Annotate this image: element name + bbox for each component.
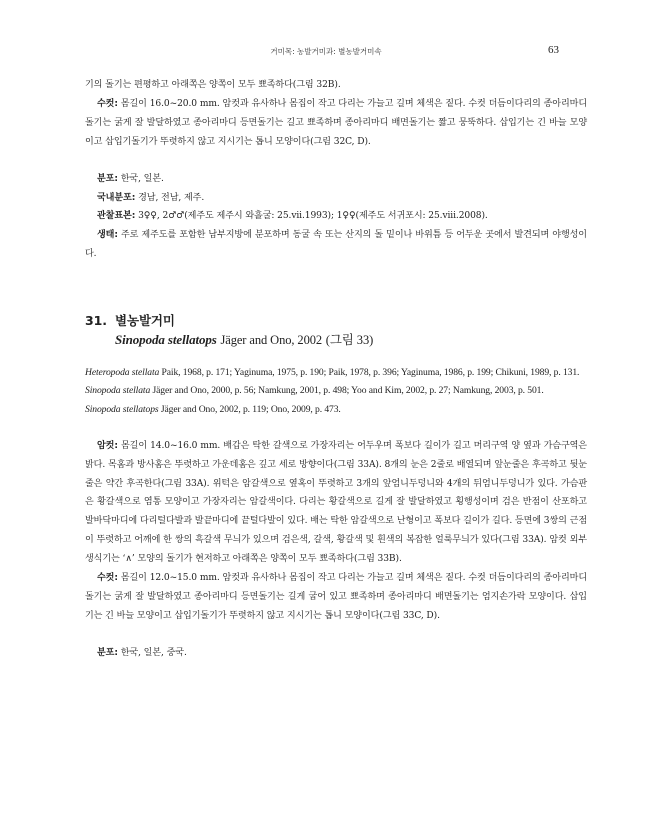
- distribution-text: 한국, 일본, 중국.: [120, 647, 187, 658]
- male-label: 수컷:: [97, 98, 118, 109]
- running-header: 거미목: 농발거미과: 별농발거미속: [270, 47, 382, 56]
- section-number: 31.: [85, 313, 107, 329]
- ecology-paragraph: [85, 226, 587, 264]
- distribution-line: [85, 170, 587, 189]
- domestic-distribution-label: 국내분포:: [97, 192, 136, 203]
- scientific-name: Sinopoda stellatops: [115, 332, 217, 348]
- synonym-name: Heteropoda stellata: [85, 367, 160, 379]
- synonym-entry: [85, 382, 587, 400]
- synonym-references: Paik, 1968, p. 171; Yaginuma, 1975, p. 190; Paik, 1978, p. 396; Yaginuma, 1986, p. 199; Chikuni, 1989, p. 131.: [161, 367, 580, 379]
- species-authority: Jäger and Ono, 2002: [220, 333, 323, 348]
- section-scientific-line: [85, 330, 587, 350]
- synonym-references: Jäger and Ono, 2000, p. 56; Namkung, 2001, p. 498; Yoo and Kim, 2002, p. 27; Namkung, 2003, p. 501.: [152, 385, 544, 397]
- synonym-entry: [85, 401, 587, 419]
- synonym-name: Sinopoda stellata: [85, 385, 151, 397]
- distribution-text: 한국, 일본.: [120, 173, 164, 184]
- synonym-entry: [85, 364, 587, 382]
- section-heading: [85, 312, 587, 330]
- male-description-text: 몸길이 16.0~20.0 mm. 암컷과 유사하나 몸집이 작고 다리는 가늘고 길며 체색은 짙다. 수컷 더듬이다리의 종아리마디돌기는 굵게 잘 발달하였고 종아리마디 등면돌기는 길고 뾰족하며 종아리마디 배면돌기는 짧고 뭉뚝하다. 삽입기는 긴 바늘 모양이고 삽입기돌기가 뚜렷하지 않고 지시기는 톱니 모양이다(그림 32C, D).: [85, 98, 588, 147]
- male-label: 수컷:: [97, 573, 118, 584]
- material-examined-label: 관찰표본:: [97, 211, 136, 222]
- figure-reference: (그림 33): [325, 333, 374, 348]
- domestic-distribution-line: [85, 189, 587, 208]
- female-label: 암컷:: [97, 440, 118, 451]
- male-description-text: 몸길이 12.0~15.0 mm. 암컷과 유사하나 몸집이 작고 다리는 가늘고 길며 체색은 짙다. 수컷 더듬이다리의 종아리마디돌기는 굵게 잘 발달하였고 종아리마디 등면돌기는 길게 굽어 있고 뾰족하며 종아리마디 배면돌기는 엄지손가락 모양이다. 삽입기는 긴 바늘 모양이고 삽입기돌기가 뚜렷하지 않고 지시기는 톱니 모양이다(그림 33C, D).: [85, 573, 588, 621]
- material-examined-text: 3♀♀, 2♂♂(제주도 제주시 와흘굴: 25.vii.1993); 1♀♀(제주도 서귀포시: 25.viii.2008).: [138, 211, 488, 222]
- male-description-paragraph: [85, 569, 587, 626]
- material-examined-line: [85, 207, 587, 226]
- domestic-distribution-text: 경남, 전남, 제주.: [138, 192, 205, 203]
- distribution-label: 분포:: [97, 173, 118, 184]
- female-description-text: 몸길이 14.0~16.0 mm. 배갑은 탁한 갈색으로 가장자리는 어두우며 폭보다 길이가 길고 머리구역 양 옆과 가슴구역은 밝다. 목홈과 방사홈은 뚜렷하고 가운데홈은 깊고 세로 방향이다(그림 33A). 8개의 눈은 2줄로 배열되며 앞눈줄은 후곡하고 뒷눈줄은 약간 후곡한다(그림 33A). 위턱은 암갈색으로 옆혹이 뚜렷하고 3개의 앞엄니두덩니와 4개의 뒤엄니두덩니가 있다. 가슴판은 황갈색으로 염통 모양이고 가장자리는 암갈색이다. 다리는 황갈색으로 길게 잘 발달하였고 횡행성이며 검은 반점이 산포하고 발바닥마디에 다리털다발과 발끝마디에 끝털다발이 있다. 배는 탁한 암갈색으로 난형이고 폭보다 길이가 길다. 등면에 3쌍의 근점이 뚜렷하고 어깨에 한 쌍의 흑갈색 무늬가 있으며 검은색, 갈색, 황갈색 및 흰색의 복잡한 얼룩무늬가 있다(그림 33A). 암컷 외부생식기는 ‘∧’ 모양의 돌기가 현저하고 아래쪽은 양쪽이 모두 뾰족하다(그림 33B).: [85, 440, 587, 565]
- distribution-label: 분포:: [97, 647, 118, 658]
- distribution-line: [85, 644, 587, 663]
- page-body: [85, 76, 587, 663]
- section-korean-name: 별농발거미: [115, 313, 175, 329]
- ecology-text: 주로 제주도를 포함한 남부지방에 분포하며 동굴 속 또는 산지의 돌 밑이나 바위틈 등 어두운 곳에서 발견되며 야행성이다.: [85, 230, 587, 260]
- continuation-paragraph: 기의 돌기는 편평하고 아래쪽은 양쪽이 모두 뾰족하다(그림 32B).: [85, 80, 341, 90]
- ecology-label: 생태:: [97, 230, 118, 241]
- synonym-name: Sinopoda stellatops: [85, 403, 159, 415]
- male-description-paragraph: [85, 95, 587, 152]
- page-number: 63: [548, 44, 559, 56]
- synonym-references: Jäger and Ono, 2002, p. 119; Ono, 2009, p. 473.: [160, 403, 341, 415]
- female-description-paragraph: [85, 437, 587, 569]
